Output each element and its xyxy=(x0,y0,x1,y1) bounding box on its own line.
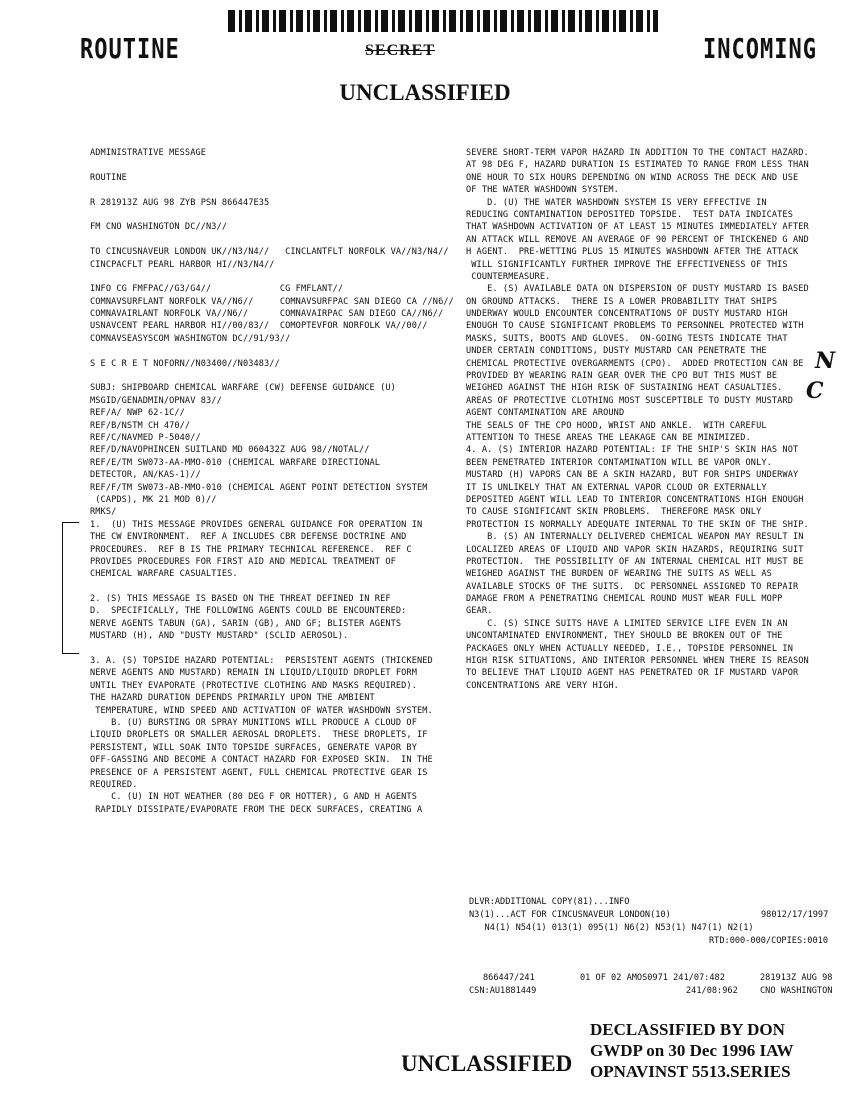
message-line xyxy=(90,209,465,221)
margin-mark-c: C xyxy=(806,378,824,404)
message-line: IT IS UNLIKELY THAT AN EXTERNAL VAPOR CLOUD OR EXTERNALLY xyxy=(466,482,767,493)
message-line: REF/E/TM SW073-AA-MMO-010 (CHEMICAL WARFARE DIRECTIONAL xyxy=(90,457,381,468)
message-line xyxy=(90,345,465,357)
message-line: COMNAVAIRLANT NORFOLK VA//N6// COMNAVAIRPAC SAN DIEGO CA//N6// xyxy=(90,309,444,320)
message-line: CHEMICAL PROTECTIVE OVERGARMENTS (CPO). ADDED PROTECTION CAN BE xyxy=(466,358,804,369)
message-line: MASKS, SUITS, BOOTS AND GLOVES. ON-GOING TESTS INDICATE THAT xyxy=(466,333,788,344)
message-line: THE HAZARD DURATION DEPENDS PRIMARILY UPON THE AMBIENT xyxy=(90,693,375,704)
message-line: TO BELIEVE THAT LIQUID AGENT HAS PENETRATED OR IF MUSTARD VAPOR xyxy=(466,668,799,679)
unclassified-bottom: UNCLASSIFIED xyxy=(401,1051,573,1076)
declassification-stamp: DECLASSIFIED BY DON GWDP on 30 Dec 1996 IAW OPNAVINST 5513.SERIES xyxy=(590,1020,794,1081)
message-line: LOCALIZED AREAS OF LIQUID AND VAPOR SKIN HAZARDS, REQUIRING SUIT xyxy=(466,544,804,555)
right-column xyxy=(466,147,831,692)
footer-id-left-1: 866447/241 xyxy=(483,973,535,983)
footer-id-mid-1: 01 OF 02 AMOS0971 241/07:482 xyxy=(580,973,725,983)
message-line: SEVERE SHORT-TERM VAPOR HAZARD IN ADDITION TO THE CONTACT HAZARD. xyxy=(466,148,809,158)
message-line: H AGENT. PRE-WETTING PLUS 15 MINUTES WASHDOWN AFTER THE ATTACK xyxy=(466,247,799,258)
message-line: RMKS/ xyxy=(90,507,117,518)
message-line: DAMAGE FROM A PENETRATING CHEMICAL ROUND MUST WEAR FULL MOPP xyxy=(466,594,783,605)
message-line: AN ATTACK WILL REMOVE AN AVERAGE OF 90 PERCENT OF THICKENED G AND xyxy=(466,234,809,245)
message-line: FM CNO WASHINGTON DC//N3// xyxy=(90,222,228,233)
message-line: B. (S) AN INTERNALLY DELIVERED CHEMICAL WEAPON MAY RESULT IN xyxy=(466,532,804,543)
footer-id-right-1: 281913Z AUG 98 xyxy=(760,973,833,983)
message-line: REF/B/NSTM CH 470// xyxy=(90,420,191,431)
message-line: S E C R E T NOFORN//N03400//N03483// xyxy=(90,358,280,369)
distribution-line-1: DLVR:ADDITIONAL COPY(81)...INFO xyxy=(469,897,630,907)
message-line: UNDER CERTAIN CONDITIONS, DUSTY MUSTARD CAN PENETRATE THE xyxy=(466,346,767,357)
message-line: TO CINCUSNAVEUR LONDON UK//N3/N4// CINCLANTFLT NORFOLK VA//N3/N4// xyxy=(90,247,449,258)
message-line: AGENT CONTAMINATION ARE AROUND xyxy=(466,408,625,419)
message-line xyxy=(90,370,465,382)
message-line: E. (S) AVAILABLE DATA ON DISPERSION OF DUSTY MUSTARD IS BASED xyxy=(466,284,809,295)
message-line: 2. (S) THIS MESSAGE IS BASED ON THE THREAT DEFINED IN REF xyxy=(90,594,391,605)
message-line: DEPOSITED AGENT WILL LEAD TO INTERIOR CONCENTRATIONS HIGH ENOUGH xyxy=(466,494,804,505)
message-line: RAPIDLY DISSIPATE/EVAPORATE FROM THE DECK SURFACES, CREATING A xyxy=(90,804,423,815)
message-line: SUBJ: SHIPBOARD CHEMICAL WARFARE (CW) DEFENSE GUIDANCE (U) xyxy=(90,383,396,394)
message-line: TO CAUSE SIGNIFICANT SKIN PROBLEMS. THEREFORE MASK ONLY xyxy=(466,507,762,518)
distribution-date: 98012/17/1997 xyxy=(761,910,829,920)
message-line: D. (U) THE WATER WASHDOWN SYSTEM IS VERY EFFECTIVE IN xyxy=(466,197,767,208)
message-line: NERVE AGENTS TABUN (GA), SARIN (GB), AND GF; BLISTER AGENTS xyxy=(90,618,402,629)
message-line xyxy=(90,159,465,171)
message-line xyxy=(90,184,465,196)
footer-id-left-2: CSN:AU1881449 xyxy=(469,986,537,996)
message-line: UNTIL THEY EVAPORATE (PROTECTIVE CLOTHING AND MASKS REQUIRED). xyxy=(90,680,417,691)
message-line: MUSTARD (H), AND "DUSTY MUSTARD" (SCLID AEROSOL). xyxy=(90,631,349,642)
message-line: (CAPDS), MK 21 MOD 0)// xyxy=(90,494,217,505)
message-line: REF/F/TM SW073-AB-MMO-010 (CHEMICAL AGENT POINT DETECTION SYSTEM xyxy=(90,482,428,493)
message-line: PRESENCE OF A PERSISTENT AGENT, FULL CHEMICAL PROTECTIVE GEAR IS xyxy=(90,767,428,778)
message-line: REF/D/NAVOPHINCEN SUITLAND MD 060432Z AUG 98//NOTAL// xyxy=(90,445,370,456)
message-line: ADMINISTRATIVE MESSAGE xyxy=(90,148,207,158)
message-line: NERVE AGENTS AND MUSTARD) REMAIN IN LIQUID/LIQUID DROPLET FORM xyxy=(90,668,417,679)
message-line: REF/A/ NWP 62-1C// xyxy=(90,408,185,419)
message-line xyxy=(90,643,465,655)
footer-id-right-2: CNO WASHINGTON xyxy=(760,986,833,996)
message-line: THE SEALS OF THE CPO HOOD, WRIST AND ANKLE. WITH CAREFUL xyxy=(466,420,767,431)
secret-struck-label: SECRET xyxy=(365,42,436,59)
message-line: OF THE WATER WASHDOWN SYSTEM. xyxy=(466,185,619,196)
message-line xyxy=(90,271,465,283)
message-line: WEIGHED AGAINST THE HIGH RISK OF SUSTAINING HEAT CASUALTIES. xyxy=(466,383,783,394)
message-line: DETECTOR, AN/KAS-1)// xyxy=(90,470,201,481)
message-line: COUNTERMEASURE. xyxy=(466,271,551,282)
message-line: UNDERWAY WOULD ENCOUNTER CONCENTRATIONS OF DUSTY MUSTARD HIGH xyxy=(466,309,788,320)
distribution-line-2: N3(1)...ACT FOR CINCUSNAVEUR LONDON(10) xyxy=(469,910,671,920)
message-line: AVAILABLE STOCKS OF THE SUITS. DC PERSONNEL ASSIGNED TO REPAIR xyxy=(466,581,799,592)
message-line: COMNAVSURFLANT NORFOLK VA//N6// COMNAVSURFPAC SAN DIEGO CA //N6// xyxy=(90,296,454,307)
distribution-line-3: N4(1) N54(1) 013(1) 095(1) N6(2) N53(1) N47(1) N2(1) xyxy=(469,923,754,933)
message-line: BEEN PENETRATED INTERIOR CONTAMINATION WILL BE VAPOR ONLY. xyxy=(466,457,772,468)
message-line: REF/C/NAVMED P-5040// xyxy=(90,432,201,443)
message-line: OFF-GASSING AND BECOME A CONTACT HAZARD FOR EXPOSED SKIN. IN THE xyxy=(90,755,433,766)
message-line: MSGID/GENADMIN/OPNAV 83// xyxy=(90,395,222,406)
footer-id-mid-2: 241/08:962 xyxy=(686,986,738,996)
message-line: MUSTARD (H) VAPORS CAN BE A SKIN HAZARD, BUT FOR SHIPS UNDERWAY xyxy=(466,470,799,481)
message-line: ON GROUND ATTACKS. THERE IS A LOWER PROBABILITY THAT SHIPS xyxy=(466,296,778,307)
message-line: UNCONTAMINATED ENVIRONMENT, THEY SHOULD BE BROKEN OUT OF THE xyxy=(466,631,783,642)
message-line: B. (U) BURSTING OR SPRAY MUNITIONS WILL PRODUCE A CLOUD OF xyxy=(90,717,417,728)
message-line xyxy=(90,234,465,246)
message-line: PROCEDURES. REF B IS THE PRIMARY TECHNICAL REFERENCE. REF C xyxy=(90,544,412,555)
message-line: LIQUID DROPLETS OR SMALLER AEROSAL DROPLETS. THESE DROPLETS, IF xyxy=(90,730,428,741)
message-line: PROTECTION IS NORMALLY ADEQUATE INTERNAL TO THE SKIN OF THE SHIP. xyxy=(466,519,809,530)
message-line: ATTENTION TO THESE AREAS THE LEAKAGE CAN BE MINIMIZED. xyxy=(466,432,751,443)
message-line: WEIGHED AGAINST THE BURDEN OF WEARING THE SUITS AS WELL AS xyxy=(466,569,772,580)
message-line: USNAVCENT PEARL HARBOR HI//00/83// COMOPTEVFOR NORFOLK VA//00// xyxy=(90,321,428,332)
message-line: ROUTINE xyxy=(90,172,127,183)
message-line: 1. (U) THIS MESSAGE PROVIDES GENERAL GUIDANCE FOR OPERATION IN xyxy=(90,519,423,530)
message-line: 4. A. (S) INTERIOR HAZARD POTENTIAL: IF THE SHIP'S SKIN HAS NOT xyxy=(466,445,799,456)
message-line: TEMPERATURE, WIND SPEED AND ACTIVATION OF WATER WASHDOWN SYSTEM. xyxy=(90,705,433,716)
margin-mark-n: N xyxy=(815,348,836,374)
message-line: AT 98 DEG F, HAZARD DURATION IS ESTIMATED TO RANGE FROM LESS THAN xyxy=(466,160,809,171)
message-line: ONE HOUR TO SIX HOURS DEPENDING ON WIND ACROSS THE DECK AND USE xyxy=(466,172,799,183)
message-line: REDUCING CONTAMINATION DEPOSITED TOPSIDE. TEST DATA INDICATES xyxy=(466,209,793,220)
message-line: WILL SIGNIFICANTLY FURTHER IMPROVE THE EFFECTIVENESS OF THIS xyxy=(466,259,788,270)
message-line: INFO CG FMFPAC//G3/G4// CG FMFLANT// xyxy=(90,284,344,295)
message-line: 3. A. (S) TOPSIDE HAZARD POTENTIAL: PERSISTENT AGENTS (THICKENED xyxy=(90,656,433,667)
message-line: REQUIRED. xyxy=(90,779,138,790)
message-line: R 281913Z AUG 98 ZYB PSN 866447E35 xyxy=(90,197,270,208)
message-line: COMNAVSEASYSCOM WASHINGTON DC//91/93// xyxy=(90,333,291,344)
barcode-strip xyxy=(228,10,658,32)
routine-label: ROUTINE xyxy=(80,34,180,66)
distribution-line-4: RTD:000-000/COPIES:0010 xyxy=(709,936,828,946)
message-line: PROTECTION. THE POSSIBILITY OF AN INTERNAL CHEMICAL HIT MUST BE xyxy=(466,556,804,567)
message-line: C. (U) IN HOT WEATHER (80 DEG F OR HOTTER), G AND H AGENTS xyxy=(90,792,417,803)
message-line: C. (S) SINCE SUITS HAVE A LIMITED SERVICE LIFE EVEN IN AN xyxy=(466,618,788,629)
message-line: HIGH RISK SITUATIONS, AND INTERIOR PERSONNEL WHEN THERE IS REASON xyxy=(466,656,809,667)
left-column xyxy=(90,147,465,816)
margin-bracket xyxy=(62,522,79,654)
message-line: CONCENTRATIONS ARE VERY HIGH. xyxy=(466,680,619,691)
message-line xyxy=(90,581,465,593)
message-line: GEAR. xyxy=(466,606,493,617)
message-line: D. SPECIFICALLY, THE FOLLOWING AGENTS COULD BE ENCOUNTERED: xyxy=(90,606,407,617)
message-line: THAT WASHDOWN ACTIVATION OF AT LEAST 15 MINUTES IMMEDIATELY AFTER xyxy=(466,222,809,233)
message-line: PROVIDES PROCEDURES FOR FIRST AID AND MEDICAL TREATMENT OF xyxy=(90,556,396,567)
message-line: AREAS OF PROTECTIVE CLOTHING MOST SUSCEPTIBLE TO DUSTY MUSTARD xyxy=(466,395,793,406)
unclassified-top: UNCLASSIFIED xyxy=(339,80,511,105)
message-line: PACKAGES ONLY WHEN ACTUALLY NEEDED, I.E., TOPSIDE PERSONNEL IN xyxy=(466,643,793,654)
message-line: PERSISTENT, WILL SOAK INTO TOPSIDE SURFACES, GENERATE VAPOR BY xyxy=(90,742,417,753)
message-line: CHEMICAL WARFARE CASUALTIES. xyxy=(90,569,238,580)
incoming-label: INCOMING xyxy=(703,34,817,66)
message-line: THE CW ENVIRONMENT. REF A INCLUDES CBR DEFENSE DOCTRINE AND xyxy=(90,532,407,543)
message-line: CINCPACFLT PEARL HARBOR HI//N3/N4// xyxy=(90,259,275,270)
message-line: PROVIDED BY WEARING RAIN GEAR OVER THE CPO BUT THIS MUST BE xyxy=(466,371,778,382)
message-line: ENOUGH TO CAUSE SIGNIFICANT PROBLEMS TO PERSONNEL PROTECTED WITH xyxy=(466,321,804,332)
